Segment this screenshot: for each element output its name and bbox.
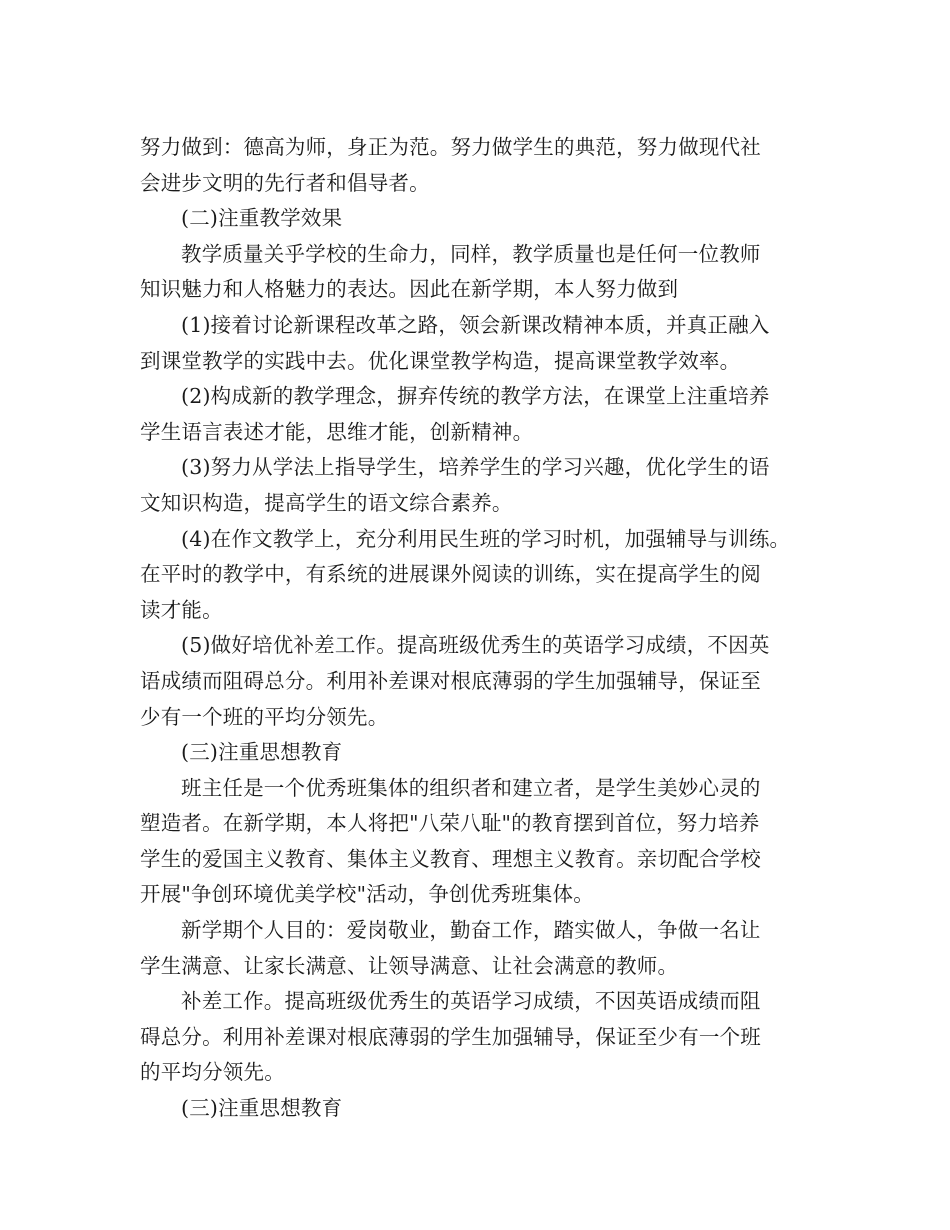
text-line: 碍总分。利用补差课对根底薄弱的学生加强辅导，保证至少有一个班	[140, 1024, 761, 1049]
text-line: (1)接着讨论新课程改革之路，领会新课改精神本质，并真正融入	[181, 312, 770, 337]
text-line: (5)做好培优补差工作。提高班级优秀生的英语学习成绩，不因英	[181, 633, 770, 658]
text-line: (4)在作文教学上，充分利用民生班的学习时机，加强辅导与训练。	[181, 526, 791, 551]
text-line: 新学期个人目的：爱岗敬业，勤奋工作，踏实做人，争做一名让	[181, 918, 761, 943]
text-line: 学生语言表述才能，思维才能，创新精神。	[140, 419, 534, 444]
text-line: (三)注重思想教育	[181, 1096, 343, 1121]
text-line: 少有一个班的平均分领先。	[140, 704, 389, 729]
text-line: (三)注重思想教育	[181, 740, 343, 765]
text-line: 语成绩而阻碍总分。利用补差课对根底薄弱的学生加强辅导，保证至	[140, 668, 761, 693]
text-line: 教学质量关乎学校的生命力，同样，教学质量也是任何一位教师	[181, 241, 761, 266]
text-line: 学生的爱国主义教育、集体主义教育、理想主义教育。亲切配合学校	[140, 846, 761, 871]
text-line: 补差工作。提高班级优秀生的英语学习成绩，不因英语成绩而阻	[181, 989, 761, 1014]
document-body	[140, 130, 820, 1127]
text-line: 学生满意、让家长满意、让领导满意、让社会满意的教师。	[140, 953, 679, 978]
text-line: 文知识构造，提高学生的语文综合素养。	[140, 490, 513, 515]
text-line: 的平均分领先。	[140, 1060, 285, 1085]
text-line: 努力做到：德高为师，身正为范。努力做学生的典范，努力做现代社	[140, 135, 761, 159]
text-line: 到课堂教学的实践中去。优化课堂教学构造，提高课堂教学效率。	[140, 348, 741, 373]
text-line: 读才能。	[140, 597, 223, 622]
text-line: 班主任是一个优秀班集体的组织者和建立者，是学生美妙心灵的	[181, 775, 761, 800]
text-line: (3)努力从学法上指导学生，培养学生的学习兴趣，优化学生的语	[181, 455, 770, 480]
text-line: 知识魅力和人格魅力的表达。因此在新学期，本人努力做到	[140, 277, 679, 302]
text-line: (二)注重教学效果	[181, 206, 343, 231]
text-line: 塑造者。在新学期，本人将把"八荣八耻"的教育摆到首位，努力培养	[140, 811, 760, 836]
text-line: (2)构成新的教学理念，摒弃传统的教学方法，在课堂上注重培养	[181, 384, 770, 409]
text-line: 开展"争创环境优美学校"活动，争创优秀班集体。	[140, 882, 594, 907]
text-line: 会进步文明的先行者和倡导者。	[140, 170, 430, 195]
text-line: 在平时的教学中，有系统的进展课外阅读的训练，实在提高学生的阅	[140, 562, 761, 587]
